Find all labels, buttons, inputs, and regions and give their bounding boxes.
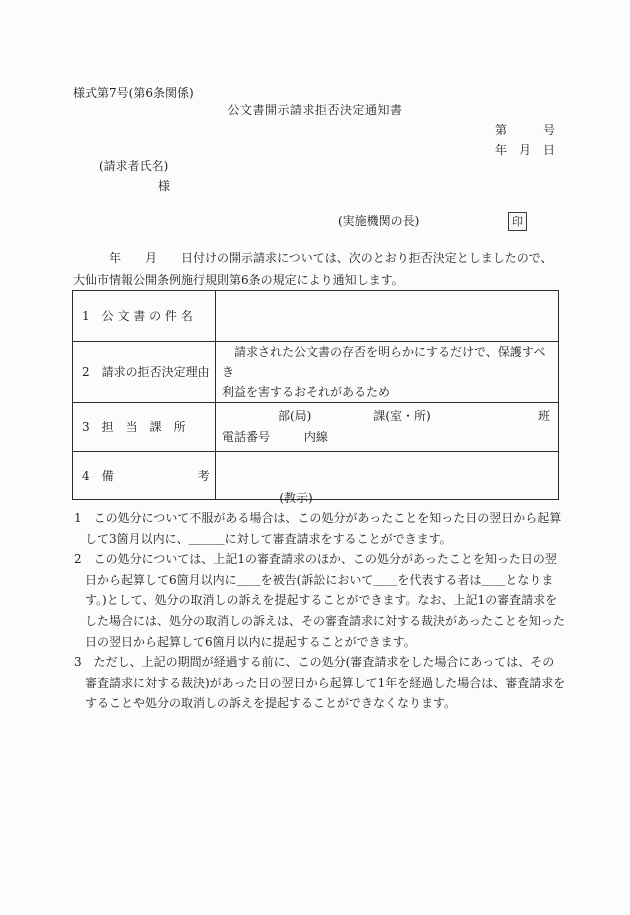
row2-label: 2 請求の拒否決定理由	[73, 342, 216, 403]
notice-block	[74, 508, 574, 714]
notice-heading: (教示)	[279, 491, 313, 505]
phone-line	[222, 427, 552, 448]
refusal-reason-line-2: 利益を害するおそれがあるため	[222, 385, 391, 399]
date-line: 年 月 日	[494, 143, 555, 157]
agency-head-label: (実施機関の長)	[338, 214, 420, 228]
requester-name-label: (請求者氏名)	[99, 159, 169, 173]
section-label: 課(室・所)	[373, 409, 431, 423]
table-row	[73, 403, 559, 452]
row1-content-cell	[216, 291, 559, 342]
document-number-line: 第 号	[494, 123, 555, 137]
notice-line: 日から起算して6箇月以内に＿＿を被告(訴訟において＿＿を代表する者は＿＿となりま	[85, 572, 554, 587]
row4-label: 4 備 考	[73, 452, 216, 500]
notice-line: 2 この処分については、上記1の審査請求のほか、この処分があったことを知った日の翌	[74, 552, 557, 567]
row1-label: 1 公 文 書 の 件 名	[73, 291, 216, 342]
extension-label: 内線	[303, 430, 328, 444]
group-label: 班	[537, 409, 550, 423]
form-number: 様式第7号(第6条関係)	[73, 86, 194, 100]
seal-stamp-icon: 印	[508, 212, 527, 231]
dept-bureau-label: 部(局)	[278, 409, 312, 423]
notice-line: 1 この処分について不服がある場合は、この処分があったことを知った日の翌日から起算	[74, 511, 562, 525]
honorific-sama: 様	[158, 179, 171, 193]
row2-content-cell	[216, 342, 559, 403]
intro-paragraph	[73, 247, 573, 291]
document-title: 公文書開示請求拒否決定通知書	[227, 103, 403, 117]
notice-line: す。)として、処分の取消しの訴えを提起することができます。なお、上記1の審査請求を	[85, 593, 558, 608]
phone-number-label: 電話番号	[222, 430, 271, 444]
notice-line: 審査請求に対する裁決)があった日の翌日から起算して1年を経過した場合は、審査請求を	[85, 675, 566, 690]
refusal-reason-line-1: 請求された公文書の存否を明らかにするだけで、保護すべき	[222, 345, 546, 379]
notice-line: 3 ただし、上記の期間が経過する前に、この処分(審査請求をした場合にあっては、その	[74, 655, 555, 670]
decision-table	[72, 290, 559, 500]
row3-label: 3 担 当 課 所	[73, 403, 216, 452]
table-row	[73, 291, 559, 342]
notice-line: した場合には、処分の取消しの訴えは、その審査請求に対する裁決があったことを知った	[85, 613, 565, 628]
department-line	[222, 406, 552, 427]
notice-line: して3箇月以内に、＿＿＿に対して審査請求をすることができます。	[85, 531, 452, 546]
row3-content-cell	[216, 403, 559, 452]
intro-line-2: 大仙市情報公開条例施行規則第6条の規定により通知します。	[73, 273, 404, 287]
notice-line: することや処分の取消しの訴えを提起することができなくなります。	[85, 696, 457, 711]
intro-line-1: 年 月 日付けの開示請求については、次のとおり拒否決定としましたので、	[73, 251, 553, 265]
table-row	[73, 342, 559, 403]
notice-line: 日の翌日から起算して6箇月以内に提起することができます。	[85, 634, 416, 649]
